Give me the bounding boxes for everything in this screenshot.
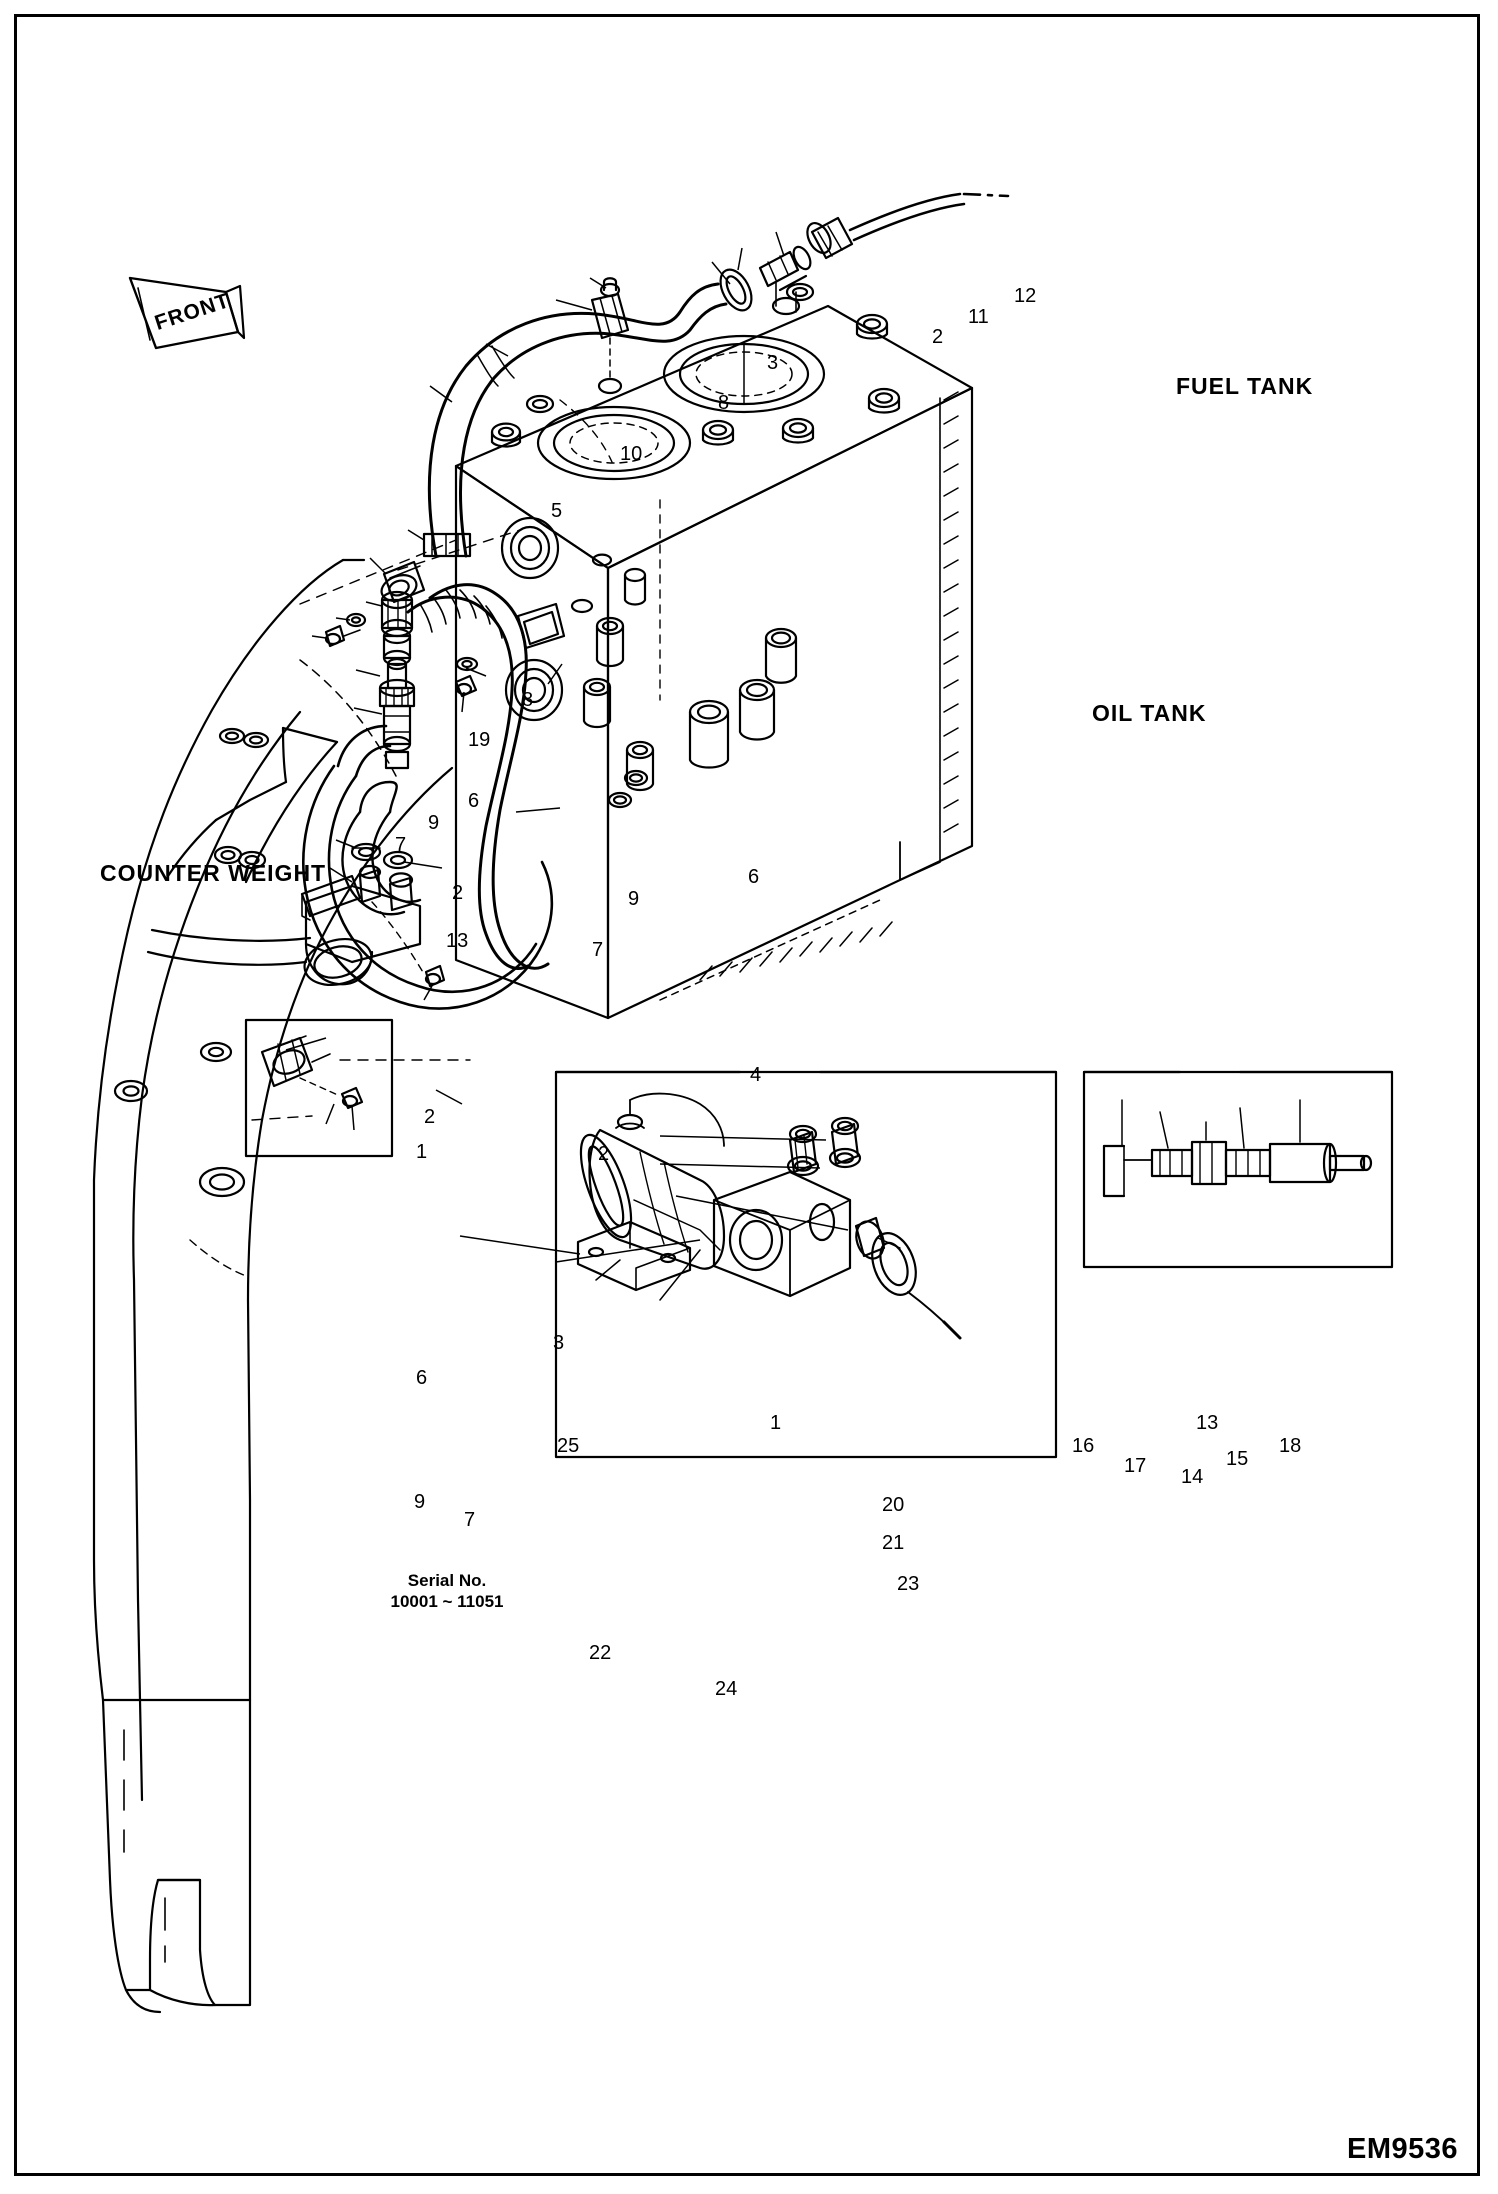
label-oil-tank: OIL TANK bbox=[1092, 700, 1207, 726]
serial-note bbox=[352, 1570, 542, 1612]
callout-9b: 9 bbox=[628, 888, 640, 910]
panel-valve-callout-15: 15 bbox=[1226, 1448, 1249, 1470]
panel-pump-callout-23: 23 bbox=[897, 1573, 920, 1595]
callout-6a: 6 bbox=[468, 790, 480, 812]
panel-pump-callout-20: 20 bbox=[882, 1494, 905, 1516]
callout-8b: 8 bbox=[522, 689, 534, 711]
callout-10: 10 bbox=[620, 443, 643, 465]
callout-5: 5 bbox=[551, 500, 563, 522]
panel-valve-callout-16: 16 bbox=[1072, 1435, 1095, 1457]
callout-2d: 2 bbox=[598, 1143, 610, 1165]
label-counter-weight: COUNTER WEIGHT bbox=[100, 860, 327, 886]
panel-pump-callout-25: 25 bbox=[557, 1435, 580, 1457]
panel-valve-callout-17: 17 bbox=[1124, 1455, 1147, 1477]
panel-valve-callout-14: 14 bbox=[1181, 1466, 1204, 1488]
serial-note-line1: Serial No. bbox=[407, 1571, 487, 1590]
callout-3a: 3 bbox=[767, 352, 779, 374]
callout-11: 11 bbox=[968, 306, 989, 328]
label-fuel-tank: FUEL TANK bbox=[1176, 373, 1314, 399]
panel-pump-callout-22: 22 bbox=[589, 1642, 612, 1664]
callout-7c: 7 bbox=[464, 1509, 476, 1531]
panel-pump-callout-21: 21 bbox=[882, 1532, 905, 1554]
callout-9c: 9 bbox=[414, 1491, 426, 1513]
callout-7b: 7 bbox=[592, 939, 604, 961]
serial-note-line2: 10001 ~ 11051 bbox=[390, 1592, 504, 1611]
callout-3b: 3 bbox=[553, 1332, 565, 1354]
panel-pump-callout-24: 24 bbox=[715, 1678, 738, 1700]
panel-pump-title: 1 bbox=[770, 1412, 782, 1434]
callout-6c: 6 bbox=[416, 1367, 428, 1389]
callout-1a: 1 bbox=[416, 1141, 428, 1163]
callout-2a: 2 bbox=[932, 326, 944, 348]
callout-9a: 9 bbox=[428, 812, 440, 834]
callout-8a: 8 bbox=[718, 392, 730, 414]
callout-7a: 7 bbox=[395, 834, 407, 856]
callout-2b: 2 bbox=[452, 882, 464, 904]
callout-13a: 13 bbox=[446, 930, 469, 952]
document-id: EM9536 bbox=[1346, 2133, 1458, 2165]
callout-4: 4 bbox=[750, 1064, 762, 1086]
callout-12: 12 bbox=[1014, 285, 1037, 307]
callout-6b: 6 bbox=[748, 866, 760, 888]
label-front: FRONT bbox=[152, 289, 233, 335]
panel-valve-callout-18: 18 bbox=[1279, 1435, 1302, 1457]
callout-2c: 2 bbox=[424, 1106, 436, 1128]
callout-19: 19 bbox=[468, 729, 491, 751]
panel-valve-title: 13 bbox=[1196, 1412, 1219, 1434]
